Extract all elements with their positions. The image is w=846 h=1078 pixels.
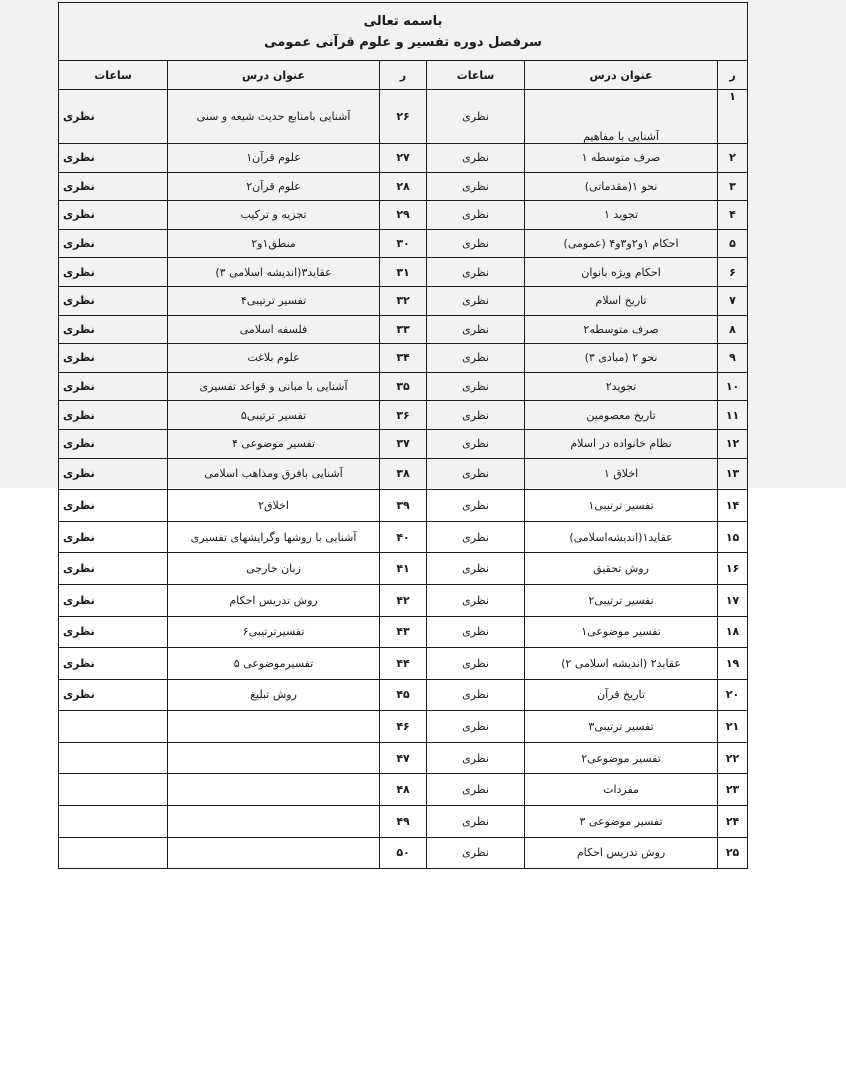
table-row <box>59 258 748 287</box>
row-number-left: ۳۵ <box>380 372 427 401</box>
table-row <box>59 616 748 648</box>
course-title-right: احکام ۱و۲و۳و۴ (عمومی) <box>525 229 718 258</box>
row-number-right: ۲ <box>718 144 748 173</box>
course-hours-right: نظری <box>427 401 525 430</box>
table-row <box>59 458 748 490</box>
course-title-right: نظام خانواده در اسلام <box>525 429 718 458</box>
course-title-right: روش تحقیق <box>525 553 718 585</box>
row-number-left: ۳۳ <box>380 315 427 344</box>
table-row <box>59 401 748 430</box>
row-number-right: ۱۴ <box>718 490 748 522</box>
course-hours-left: نظری <box>59 616 168 648</box>
row-number-left: ۴۲ <box>380 584 427 616</box>
row-number-right: ۱۰ <box>718 372 748 401</box>
table-row <box>59 490 748 522</box>
course-title-left: علوم قرآن۲ <box>168 172 380 201</box>
course-title-left: تفسیر موضوعی ۴ <box>168 429 380 458</box>
row-number-left: ۴۵ <box>380 679 427 711</box>
row-number-right: ۳ <box>718 172 748 201</box>
header-hours-right: ساعات <box>427 61 525 90</box>
course-hours-right: نظری <box>427 774 525 806</box>
table-row <box>59 648 748 680</box>
course-title-left: تفسیر ترتیبی۴ <box>168 286 380 315</box>
table-body <box>59 90 748 869</box>
table-row <box>59 774 748 806</box>
row-number-left: ۲۷ <box>380 144 427 173</box>
course-title-right: نحو ۲ (مبادی ۳) <box>525 344 718 373</box>
course-hours-right: نظری <box>427 553 525 585</box>
table-row <box>59 229 748 258</box>
course-title-right: آشنایی با مفاهیم <box>525 90 718 144</box>
curriculum-table <box>58 2 748 869</box>
course-hours-right: نظری <box>427 648 525 680</box>
table-row <box>59 372 748 401</box>
table-row <box>59 172 748 201</box>
course-hours-left: نظری <box>59 458 168 490</box>
row-number-left: ۲۹ <box>380 201 427 230</box>
course-hours-right: نظری <box>427 837 525 869</box>
row-number-right: ۱۳ <box>718 458 748 490</box>
row-number-right: ۷ <box>718 286 748 315</box>
row-number-right: ۲۱ <box>718 711 748 743</box>
row-number-right: ۶ <box>718 258 748 287</box>
course-hours-left: نظری <box>59 315 168 344</box>
course-hours-left <box>59 711 168 743</box>
row-number-right: ۲۳ <box>718 774 748 806</box>
course-title-left: تفسیرموضوعی ۵ <box>168 648 380 680</box>
header-title-right: عنوان درس <box>525 61 718 90</box>
course-title-right: عقاید۲ (اندیشه اسلامی ۲) <box>525 648 718 680</box>
course-hours-left <box>59 774 168 806</box>
table-row <box>59 806 748 838</box>
header-number-right: ر <box>718 61 748 90</box>
course-title-right: تجوید۲ <box>525 372 718 401</box>
course-title-right: تفسیر ترتیبی۱ <box>525 490 718 522</box>
course-hours-right: نظری <box>427 90 525 144</box>
course-title-left: فلسفه اسلامی <box>168 315 380 344</box>
row-number-right: ۱۸ <box>718 616 748 648</box>
course-hours-left: نظری <box>59 490 168 522</box>
row-number-right: ۱ <box>718 90 748 144</box>
row-number-left: ۴۹ <box>380 806 427 838</box>
table-row <box>59 90 748 144</box>
row-number-left: ۳۹ <box>380 490 427 522</box>
course-title-right: تاریخ قرآن <box>525 679 718 711</box>
row-number-left: ۴۰ <box>380 521 427 553</box>
table-row <box>59 344 748 373</box>
course-hours-left: نظری <box>59 144 168 173</box>
row-number-left: ۳۸ <box>380 458 427 490</box>
row-number-right: ۲۲ <box>718 742 748 774</box>
row-number-left: ۲۶ <box>380 90 427 144</box>
row-number-right: ۹ <box>718 344 748 373</box>
course-hours-left: نظری <box>59 229 168 258</box>
row-number-left: ۴۴ <box>380 648 427 680</box>
course-hours-right: نظری <box>427 144 525 173</box>
row-number-right: ۱۷ <box>718 584 748 616</box>
row-number-right: ۵ <box>718 229 748 258</box>
course-hours-left: نظری <box>59 679 168 711</box>
course-hours-right: نظری <box>427 806 525 838</box>
course-hours-left <box>59 742 168 774</box>
course-hours-right: نظری <box>427 372 525 401</box>
course-title-right: روش تدریس احکام <box>525 837 718 869</box>
table-row <box>59 315 748 344</box>
course-hours-left: نظری <box>59 344 168 373</box>
table-row <box>59 679 748 711</box>
table-row <box>59 837 748 869</box>
course-hours-left <box>59 806 168 838</box>
table-row <box>59 201 748 230</box>
course-title-left <box>168 711 380 743</box>
row-number-left: ۴۷ <box>380 742 427 774</box>
table-row <box>59 584 748 616</box>
course-hours-right: نظری <box>427 344 525 373</box>
course-hours-left: نظری <box>59 258 168 287</box>
course-title-left: آشنایی بامنابع حدیث شیعه و سنی <box>168 90 380 144</box>
table-row <box>59 553 748 585</box>
row-number-right: ۱۲ <box>718 429 748 458</box>
course-hours-right: نظری <box>427 584 525 616</box>
row-number-left: ۳۷ <box>380 429 427 458</box>
course-title-right: تفسیر ترتیبی۳ <box>525 711 718 743</box>
course-hours-left: نظری <box>59 90 168 144</box>
course-hours-right: نظری <box>427 286 525 315</box>
course-title-right: احکام ویژه بانوان <box>525 258 718 287</box>
document-title <box>59 3 748 61</box>
row-number-left: ۲۸ <box>380 172 427 201</box>
row-number-left: ۳۶ <box>380 401 427 430</box>
course-title-left: عقاید۳(اندیشه اسلامی ۳) <box>168 258 380 287</box>
course-hours-right: نظری <box>427 429 525 458</box>
course-title-right: نحو ۱(مقدماتی) <box>525 172 718 201</box>
table-row <box>59 711 748 743</box>
row-number-right: ۲۵ <box>718 837 748 869</box>
course-hours-right: نظری <box>427 616 525 648</box>
course-title-left: آشنایی بافرق ومذاهب اسلامی <box>168 458 380 490</box>
course-title-left: زبان خارجی <box>168 553 380 585</box>
course-hours-right: نظری <box>427 258 525 287</box>
row-number-left: ۳۰ <box>380 229 427 258</box>
course-hours-left: نظری <box>59 201 168 230</box>
course-hours-left: نظری <box>59 584 168 616</box>
course-hours-left: نظری <box>59 401 168 430</box>
row-number-right: ۴ <box>718 201 748 230</box>
course-title-left: آشنایی با روشها وگرایشهای تفسیری <box>168 521 380 553</box>
table-row <box>59 742 748 774</box>
course-title-left: اخلاق۲ <box>168 490 380 522</box>
course-title-left <box>168 774 380 806</box>
course-hours-right: نظری <box>427 201 525 230</box>
row-number-left: ۴۱ <box>380 553 427 585</box>
course-title-left: روش تدریس احکام <box>168 584 380 616</box>
course-hours-left: نظری <box>59 521 168 553</box>
course-title-right: صرف متوسطه۲ <box>525 315 718 344</box>
row-number-left: ۳۴ <box>380 344 427 373</box>
course-hours-right: نظری <box>427 679 525 711</box>
course-title-right: تاریخ اسلام <box>525 286 718 315</box>
course-title-left: تفسیرترتیبی۶ <box>168 616 380 648</box>
row-number-left: ۳۱ <box>380 258 427 287</box>
row-number-left: ۵۰ <box>380 837 427 869</box>
course-title-right: اخلاق ۱ <box>525 458 718 490</box>
row-number-left: ۴۸ <box>380 774 427 806</box>
table-row <box>59 144 748 173</box>
table-row <box>59 286 748 315</box>
row-number-right: ۱۱ <box>718 401 748 430</box>
course-hours-right: نظری <box>427 742 525 774</box>
course-hours-left: نظری <box>59 648 168 680</box>
course-title-left: علوم بلاغت <box>168 344 380 373</box>
title-course: سرفصل دوره تفسیر و علوم قرآنی عمومی <box>264 34 542 50</box>
course-hours-right: نظری <box>427 229 525 258</box>
course-title-left: علوم قرآن۱ <box>168 144 380 173</box>
course-title-left <box>168 837 380 869</box>
course-hours-left: نظری <box>59 286 168 315</box>
course-title-right: تفسیر موضوعی۲ <box>525 742 718 774</box>
course-title-right: تفسیر ترتیبی۲ <box>525 584 718 616</box>
course-hours-right: نظری <box>427 711 525 743</box>
row-number-right: ۱۶ <box>718 553 748 585</box>
course-hours-left: نظری <box>59 372 168 401</box>
row-number-left: ۴۶ <box>380 711 427 743</box>
column-headers <box>59 61 748 90</box>
course-hours-right: نظری <box>427 490 525 522</box>
course-hours-left <box>59 837 168 869</box>
row-number-right: ۸ <box>718 315 748 344</box>
course-title-left: منطق۱و۲ <box>168 229 380 258</box>
course-hours-right: نظری <box>427 521 525 553</box>
course-title-left <box>168 806 380 838</box>
course-title-right: تفسیر موضوعی۱ <box>525 616 718 648</box>
table-row <box>59 521 748 553</box>
row-number-right: ۲۰ <box>718 679 748 711</box>
header-hours-left: ساعات <box>59 61 168 90</box>
course-title-left: تجزیه و ترکیب <box>168 201 380 230</box>
course-title-left: تفسیر ترتیبی۵ <box>168 401 380 430</box>
row-number-left: ۴۳ <box>380 616 427 648</box>
row-number-right: ۱۵ <box>718 521 748 553</box>
course-title-left: روش تبلیغ <box>168 679 380 711</box>
header-title-left: عنوان درس <box>168 61 380 90</box>
course-hours-right: نظری <box>427 315 525 344</box>
title-bismillah: باسمه تعالی <box>363 13 443 29</box>
row-number-right: ۲۴ <box>718 806 748 838</box>
course-title-right: تاریخ معصومین <box>525 401 718 430</box>
course-title-left: آشنایی با مبانی و قواعد تفسیری <box>168 372 380 401</box>
course-title-right: تفسیر موضوعی ۳ <box>525 806 718 838</box>
table-row <box>59 429 748 458</box>
course-hours-right: نظری <box>427 172 525 201</box>
course-title-right: صرف متوسطه ۱ <box>525 144 718 173</box>
course-title-left <box>168 742 380 774</box>
course-hours-left: نظری <box>59 172 168 201</box>
row-number-right: ۱۹ <box>718 648 748 680</box>
row-number-left: ۳۲ <box>380 286 427 315</box>
course-title-right: تجوید ۱ <box>525 201 718 230</box>
course-hours-left: نظری <box>59 429 168 458</box>
course-title-right: مفردات <box>525 774 718 806</box>
course-title-right: عقاید۱(اندیشه‌اسلامی) <box>525 521 718 553</box>
course-hours-right: نظری <box>427 458 525 490</box>
course-hours-left: نظری <box>59 553 168 585</box>
header-number-left: ر <box>380 61 427 90</box>
